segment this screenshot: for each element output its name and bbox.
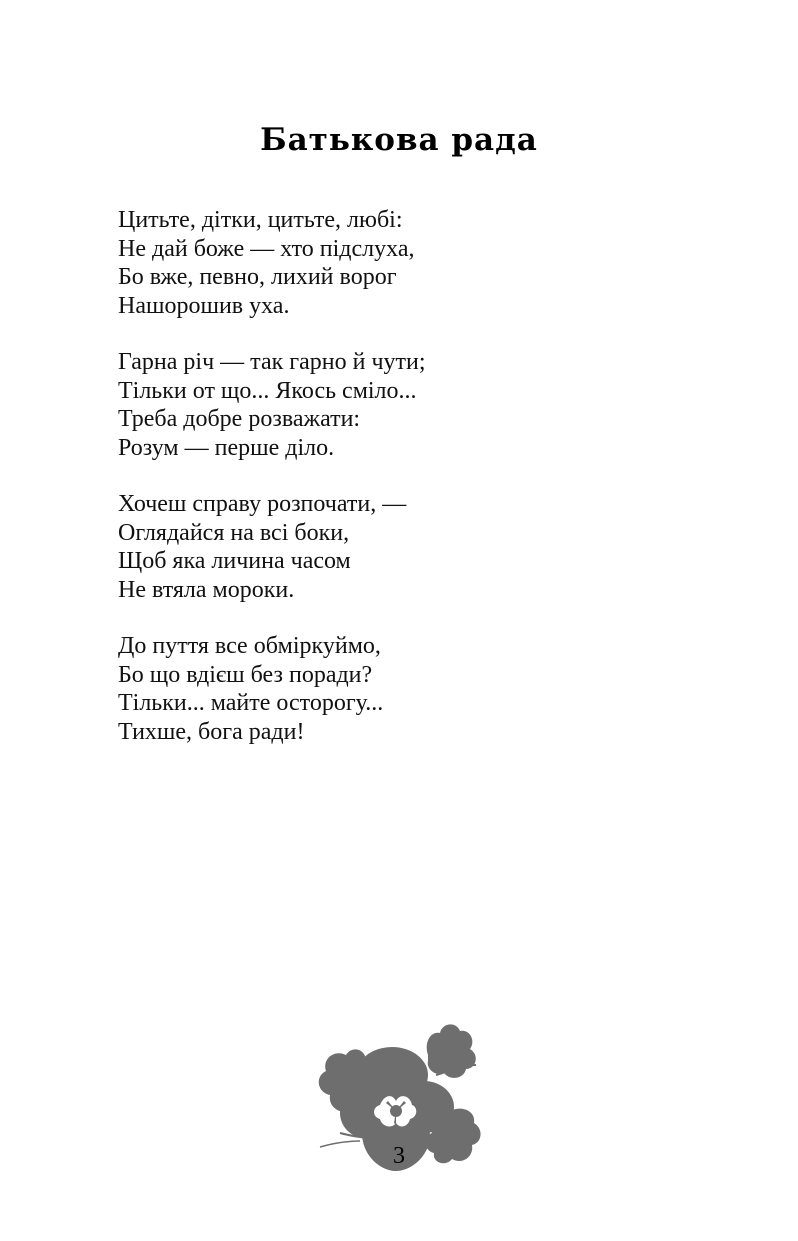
stanza [118,490,678,604]
stanza [118,206,678,320]
poem-line: Тихше, бога ради! [118,718,305,745]
poem-line: Тільки от що... Якось сміло... [118,377,417,404]
stem [320,1141,360,1147]
poem-line: Оглядайся на всі боки, [118,519,350,546]
poem-line: Розум — перше діло. [118,434,335,461]
page-number: 3 [393,1143,405,1169]
poem-line: Не втяла мороки. [118,576,295,603]
stanza [118,632,678,746]
page-title: Батькова рада [260,122,538,158]
poem-line: Хочеш справу розпочати, — [118,491,407,517]
stanza [118,348,678,462]
poem-line: Цитьте, дітки, цитьте, любі: [118,207,403,233]
poem-line: Нашорошив уха. [118,292,290,319]
poem-line: До пуття все обміркуймо, [118,633,381,659]
poem-line: Тільки... майте осторогу... [118,690,384,716]
poem-body [118,206,678,774]
poem-line: Гарна річ — так гарно й чути; [118,349,426,375]
poem-line: Щоб яка личина часом [118,548,351,574]
poem-line: Треба добре розважати: [118,406,361,432]
poem-line: Не дай боже — хто підслуха, [118,235,415,262]
poem-line: Бо що вдієш без поради? [118,661,373,688]
poem-line: Бо вже, певно, лихий ворог [118,264,397,290]
